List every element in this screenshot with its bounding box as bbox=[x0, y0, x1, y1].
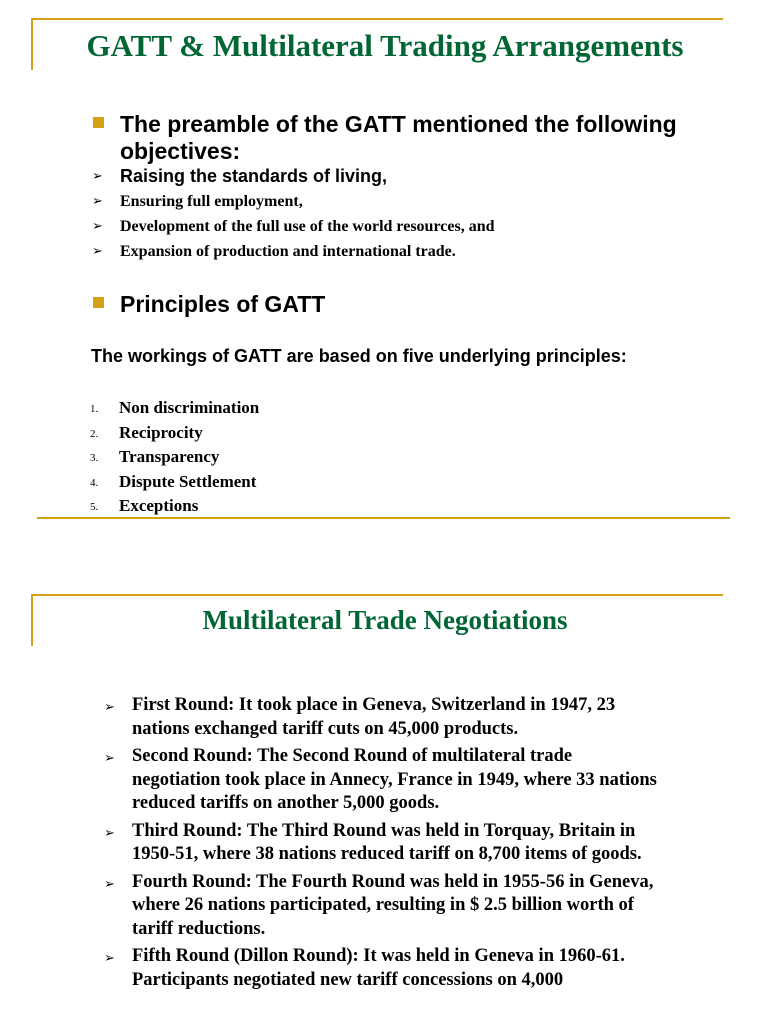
list-item bbox=[90, 396, 259, 421]
list-item bbox=[90, 445, 259, 470]
list-item bbox=[90, 470, 259, 495]
arrow-bullet-icon: ➢ bbox=[104, 700, 115, 715]
round-text: Third Round: The Third Round was held in Torquay, Britain in 1950-51, where 38 nations reduced tariff on 8,700 items of goods. bbox=[132, 820, 642, 864]
principles-intro: The workings of GATT are based on five underlying principles: bbox=[91, 346, 627, 366]
arrow-bullet-icon: ➢ bbox=[104, 751, 115, 766]
slide-title: Multilateral Trade Negotiations bbox=[202, 605, 568, 635]
objectives-heading: The preamble of the GATT mentioned the following objectives: bbox=[120, 111, 677, 164]
objective-text: Ensuring full employment, bbox=[120, 193, 303, 210]
list-item bbox=[92, 214, 732, 239]
arrow-bullet-icon: ➢ bbox=[92, 169, 103, 184]
objective-text: Development of the full use of the world resources, and bbox=[120, 218, 495, 235]
slide-bottom-rule bbox=[37, 517, 730, 519]
list-number: 2. bbox=[90, 427, 99, 440]
list-item bbox=[92, 239, 732, 264]
arrow-bullet-icon: ➢ bbox=[104, 825, 115, 841]
list-number: 1. bbox=[90, 403, 99, 415]
slide-top-rule bbox=[31, 18, 723, 20]
principles-list bbox=[90, 396, 259, 519]
list-number: 3. bbox=[90, 452, 99, 464]
principle-text: Dispute Settlement bbox=[119, 471, 257, 491]
list-item bbox=[90, 494, 259, 519]
list-item bbox=[104, 871, 664, 942]
slide-top-rule bbox=[31, 594, 723, 596]
list-item bbox=[92, 189, 732, 214]
square-bullet-icon bbox=[93, 297, 104, 308]
list-item bbox=[92, 164, 732, 189]
round-text: Fifth Round (Dillon Round): It was held in Geneva in 1960-61. Participants negotiated new tariff concessions on 4,000 bbox=[132, 946, 625, 990]
slide-title: GATT & Multilateral Trading Arrangements bbox=[86, 28, 684, 63]
arrow-bullet-icon: ➢ bbox=[92, 244, 103, 259]
slide-left-rule bbox=[31, 594, 33, 646]
list-item bbox=[104, 694, 664, 741]
list-item bbox=[104, 745, 664, 816]
list-item bbox=[104, 945, 664, 992]
principle-text: Reciprocity bbox=[119, 422, 203, 442]
arrow-bullet-icon: ➢ bbox=[92, 194, 103, 209]
list-item bbox=[90, 421, 259, 446]
square-bullet-icon bbox=[93, 117, 104, 128]
objective-text: Raising the standards of living, bbox=[120, 166, 388, 186]
principle-text: Exceptions bbox=[119, 496, 199, 515]
principles-heading: Principles of GATT bbox=[120, 291, 326, 317]
slide-left-rule bbox=[31, 18, 33, 70]
round-text: Fourth Round: The Fourth Round was held in 1955-56 in Geneva, where 26 nations participated, resulting in $ 2.5 billion worth of tariff reductions. bbox=[132, 871, 654, 939]
principle-text: Transparency bbox=[119, 447, 220, 466]
round-text: First Round: It took place in Geneva, Switzerland in 1947, 23 nations exchanged tariff cuts on 45,000 products. bbox=[132, 695, 616, 739]
objectives-list bbox=[92, 164, 732, 264]
objective-text: Expansion of production and international trade. bbox=[120, 243, 456, 260]
list-item bbox=[104, 820, 664, 867]
list-number: 4. bbox=[90, 476, 99, 489]
slide-trade-negotiations bbox=[0, 580, 768, 1024]
rounds-list bbox=[104, 694, 664, 996]
principle-text: Non discrimination bbox=[119, 398, 260, 417]
round-text: Second Round: The Second Round of multilateral trade negotiation took place in Annecy, France in 1949, where 33 nations reduced tariffs on another 5,000 goods. bbox=[132, 746, 657, 813]
arrow-bullet-icon: ➢ bbox=[104, 951, 115, 966]
arrow-bullet-icon: ➢ bbox=[92, 219, 103, 234]
arrow-bullet-icon: ➢ bbox=[104, 876, 115, 892]
list-number: 5. bbox=[90, 501, 99, 513]
